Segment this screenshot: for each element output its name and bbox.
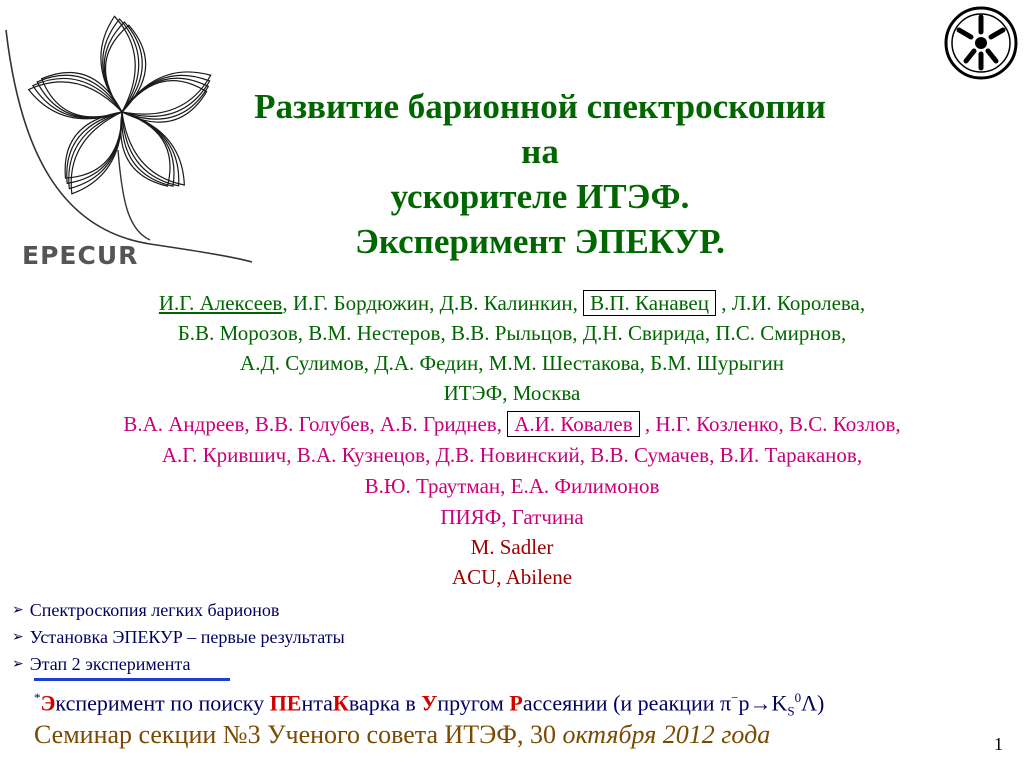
title-line-3: Эксперимент ЭПЕКУР.	[355, 222, 725, 261]
seminar-line: Семинар секции №3 Ученого совета ИТЭФ, 30 октября 2012 года	[34, 720, 771, 749]
itep-authors-line-2: Б.В. Морозов, В.М. Нестеров, В.В. Рыльцов, Д.Н. Свирида, П.С. Смирнов,	[177, 321, 847, 345]
boxed-author-kovalev: А.И. Ковалев	[507, 411, 639, 437]
itep-institute: ИТЭФ, Москва	[443, 381, 581, 405]
logo-petal	[122, 72, 211, 114]
acu-author: M. Sadler	[470, 535, 554, 559]
boxed-author-kanavets: В.П. Канавец	[583, 290, 716, 316]
epecur-logo-text: EPECUR	[22, 241, 139, 270]
pnpi-authors-line-1: В.А. Андреев, В.В. Голубев, А.Б. Гриднев, А.И. Ковалев , Н.Г. Козленко, В.С. Козлов,	[123, 412, 901, 436]
pnpi-institute: ПИЯФ, Гатчина	[440, 505, 584, 529]
arrow-bullet-icon: ➢	[12, 629, 24, 645]
bullet-item: ➢ Спектроскопия легких барионов	[12, 597, 345, 624]
logo-petal	[67, 112, 122, 183]
title-line-1: Развитие барионной спектроскопии на	[254, 87, 826, 171]
first-author: И.Г. Алексеев	[158, 291, 283, 315]
bullet-item: ➢ Установка ЭПЕКУР – первые результаты	[12, 624, 345, 651]
divider	[34, 678, 230, 681]
pnpi-authors-line-2: А.Г. Крившич, В.А. Кузнецов, Д.В. Новинский, В.В. Сумачев, В.И. Тараканов,	[161, 443, 863, 467]
bullet-item: ➢ Этап 2 эксперимента	[12, 651, 345, 678]
itep-authors-line-1: И.Г. Алексеев, И.Г. Бордюжин, Д.В. Калинкин, В.П. Канавец , Л.И. Королева,	[158, 291, 866, 315]
logo-petal	[37, 75, 122, 117]
page-number: 1	[994, 734, 1003, 754]
pnpi-authors-line-3: В.Ю. Траутман, Е.А. Филимонов	[364, 474, 660, 498]
acu-institute: ACU, Abilene	[451, 565, 573, 589]
title-line-2: ускорителе ИТЭФ.	[390, 177, 690, 216]
itep-authors-line-3: А.Д. Сулимов, Д.А. Федин, М.М. Шестакова, Б.М. Шурыгин	[240, 351, 784, 375]
logo-petal	[122, 78, 208, 119]
footnote: *Эксперимент по поиску ПЕнтаКварка в Упругом Рассеянии (и реакции $\pi^-p\to K_S^0\Lambda$)	[34, 690, 825, 719]
slide-title	[240, 84, 840, 264]
arrow-bullet-icon: ➢	[12, 602, 24, 618]
arrow-bullet-icon: ➢	[12, 656, 24, 672]
itep-logo	[944, 6, 1018, 80]
logo-petal	[122, 112, 179, 186]
logo-petal	[122, 112, 184, 185]
bullet-list	[12, 597, 345, 678]
epecur-logo	[0, 0, 260, 278]
